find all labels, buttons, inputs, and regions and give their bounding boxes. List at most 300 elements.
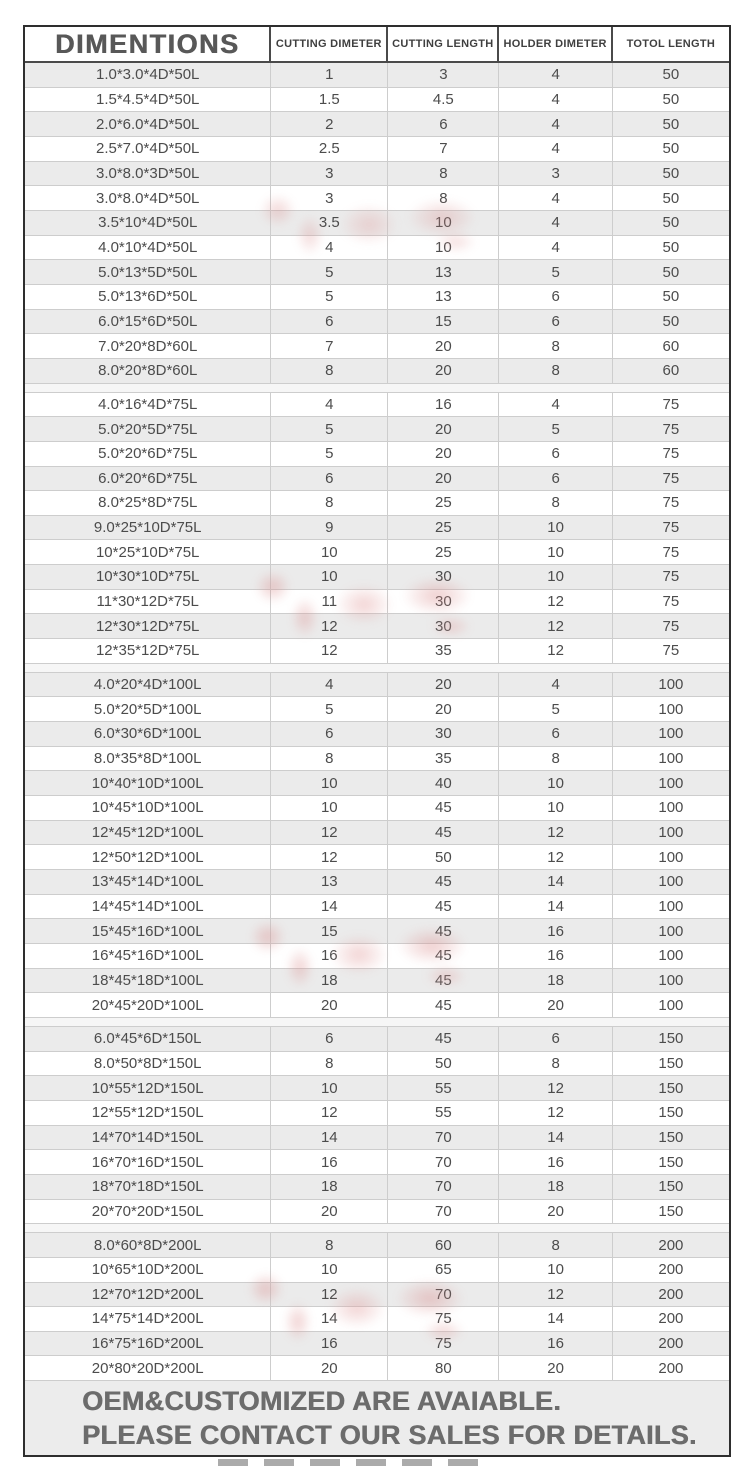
cell-dimensions: 8.0*35*8D*100L xyxy=(25,747,271,771)
cell-cutting-length: 45 xyxy=(388,1027,499,1051)
cell-cutting-diameter: 2 xyxy=(271,112,388,136)
cell-holder-diameter: 4 xyxy=(499,393,612,417)
cell-dimensions: 12*55*12D*150L xyxy=(25,1101,271,1125)
cell-total-length: 100 xyxy=(658,996,684,1014)
cell-total-length: 100 xyxy=(658,922,684,940)
cell-cutting-length: 20 xyxy=(388,697,499,721)
cell-dimensions: 10*45*10D*100L xyxy=(25,796,271,820)
cell-total-length: 50 xyxy=(662,238,680,256)
cell-cutting-length: 8 xyxy=(388,162,499,186)
cell-holder-diameter: 8 xyxy=(499,491,612,515)
group-separator xyxy=(25,1224,729,1233)
table-row xyxy=(25,796,729,821)
cell-total-length: 100 xyxy=(658,750,684,768)
cell-cutting-length: 70 xyxy=(388,1200,499,1224)
cell-cutting-diameter: 12 xyxy=(271,821,388,845)
cell-total-length: 150 xyxy=(658,1054,684,1072)
cell-cutting-diameter: 14 xyxy=(271,1307,388,1331)
cell-total-length: 150 xyxy=(658,1079,684,1097)
cell-cutting-diameter: 9 xyxy=(271,516,388,540)
cell-total-length: 50 xyxy=(662,90,680,108)
cell-cutting-diameter: 8 xyxy=(271,359,388,383)
cell-cutting-length: 75 xyxy=(388,1332,499,1356)
cell-cutting-length: 45 xyxy=(388,870,499,894)
cell-cutting-diameter: 10 xyxy=(271,1258,388,1282)
dimensions-table xyxy=(23,25,731,1457)
cell-holder-diameter: 12 xyxy=(499,1283,612,1307)
table-row xyxy=(25,590,729,615)
table-row xyxy=(25,1101,729,1126)
table-row xyxy=(25,1052,729,1077)
cell-dimensions: 16*75*16D*200L xyxy=(25,1332,271,1356)
table-row xyxy=(25,211,729,236)
cell-dimensions: 14*45*14D*100L xyxy=(25,895,271,919)
cell-cutting-diameter: 13 xyxy=(271,870,388,894)
table-row xyxy=(25,895,729,920)
cell-total-length: 150 xyxy=(658,1178,684,1196)
cell-dimensions: 3.0*8.0*3D*50L xyxy=(25,162,271,186)
cell-total-length: 60 xyxy=(662,337,680,355)
cell-cutting-diameter: 10 xyxy=(271,1076,388,1100)
cell-cutting-length: 45 xyxy=(388,796,499,820)
cell-total-length: 100 xyxy=(658,700,684,718)
cell-dimensions: 12*30*12D*75L xyxy=(25,614,271,638)
cell-cutting-diameter: 3 xyxy=(271,162,388,186)
cell-cutting-diameter: 5 xyxy=(271,260,388,284)
cell-total-length: 60 xyxy=(662,362,680,380)
cell-cutting-length: 13 xyxy=(388,260,499,284)
column-header-total-length: TOTOL LENGTH xyxy=(626,38,716,50)
cell-total-length: 100 xyxy=(658,774,684,792)
cell-holder-diameter: 6 xyxy=(499,467,612,491)
cell-dimensions: 2.0*6.0*4D*50L xyxy=(25,112,271,136)
cell-total-length: 150 xyxy=(658,1153,684,1171)
table-row xyxy=(25,722,729,747)
cell-total-length: 200 xyxy=(658,1359,684,1377)
footer-notice xyxy=(25,1381,729,1455)
table-row xyxy=(25,1150,729,1175)
cell-holder-diameter: 20 xyxy=(499,993,612,1017)
cell-cutting-length: 20 xyxy=(388,442,499,466)
cell-cutting-length: 16 xyxy=(388,393,499,417)
cell-total-length: 200 xyxy=(658,1335,684,1353)
table-row xyxy=(25,565,729,590)
table-row xyxy=(25,1076,729,1101)
cell-dimensions: 12*50*12D*100L xyxy=(25,845,271,869)
table-row xyxy=(25,1200,729,1225)
cell-holder-diameter: 12 xyxy=(499,1101,612,1125)
cell-cutting-length: 65 xyxy=(388,1258,499,1282)
cell-holder-diameter: 12 xyxy=(499,639,612,663)
cell-cutting-length: 3 xyxy=(388,63,499,87)
cell-holder-diameter: 5 xyxy=(499,260,612,284)
cell-cutting-length: 20 xyxy=(388,359,499,383)
cell-holder-diameter: 10 xyxy=(499,565,612,589)
cell-cutting-length: 45 xyxy=(388,895,499,919)
cell-dimensions: 6.0*30*6D*100L xyxy=(25,722,271,746)
cell-dimensions: 3.0*8.0*4D*50L xyxy=(25,186,271,210)
cell-cutting-length: 25 xyxy=(388,540,499,564)
cell-cutting-diameter: 6 xyxy=(271,310,388,334)
cell-total-length: 50 xyxy=(662,214,680,232)
cell-holder-diameter: 8 xyxy=(499,1052,612,1076)
cell-total-length: 200 xyxy=(658,1285,684,1303)
cell-cutting-diameter: 7 xyxy=(271,334,388,358)
cell-total-length: 100 xyxy=(658,676,684,694)
cell-holder-diameter: 20 xyxy=(499,1356,612,1380)
cell-cutting-length: 35 xyxy=(388,639,499,663)
cell-cutting-diameter: 6 xyxy=(271,467,388,491)
table-header-row xyxy=(25,27,729,63)
cell-cutting-length: 45 xyxy=(388,919,499,943)
group-separator xyxy=(25,664,729,673)
cell-dimensions: 20*80*20D*200L xyxy=(25,1356,271,1380)
table-row xyxy=(25,1027,729,1052)
cell-cutting-diameter: 3.5 xyxy=(271,211,388,235)
footer-line-1: OEM&CUSTOMIZED ARE AVAIABLE. xyxy=(82,1385,561,1416)
cell-total-length: 75 xyxy=(662,617,680,635)
table-row xyxy=(25,673,729,698)
table-row xyxy=(25,870,729,895)
cropped-text-fragment xyxy=(218,1459,480,1466)
cell-total-length: 150 xyxy=(658,1104,684,1122)
cell-total-length: 75 xyxy=(662,420,680,438)
cell-total-length: 50 xyxy=(662,140,680,158)
table-row xyxy=(25,1283,729,1308)
cell-dimensions: 4.0*16*4D*75L xyxy=(25,393,271,417)
cell-cutting-length: 30 xyxy=(388,722,499,746)
cell-total-length: 200 xyxy=(658,1236,684,1254)
cell-total-length: 100 xyxy=(658,725,684,743)
cell-holder-diameter: 14 xyxy=(499,870,612,894)
group-separator xyxy=(25,1018,729,1027)
table-row xyxy=(25,310,729,335)
cell-cutting-diameter: 4 xyxy=(271,236,388,260)
cell-cutting-length: 55 xyxy=(388,1076,499,1100)
table-row xyxy=(25,236,729,261)
cell-total-length: 200 xyxy=(658,1261,684,1279)
cell-dimensions: 18*45*18D*100L xyxy=(25,969,271,993)
cell-cutting-diameter: 8 xyxy=(271,1052,388,1076)
cell-dimensions: 3.5*10*4D*50L xyxy=(25,211,271,235)
table-row xyxy=(25,88,729,113)
cell-dimensions: 8.0*60*8D*200L xyxy=(25,1233,271,1257)
cell-dimensions: 18*70*18D*150L xyxy=(25,1175,271,1199)
cell-cutting-diameter: 2.5 xyxy=(271,137,388,161)
cell-cutting-diameter: 16 xyxy=(271,944,388,968)
cell-cutting-length: 70 xyxy=(388,1150,499,1174)
cell-dimensions: 8.0*20*8D*60L xyxy=(25,359,271,383)
cell-cutting-length: 50 xyxy=(388,845,499,869)
cell-holder-diameter: 12 xyxy=(499,845,612,869)
cell-holder-diameter: 14 xyxy=(499,1126,612,1150)
cell-dimensions: 10*30*10D*75L xyxy=(25,565,271,589)
cell-cutting-diameter: 5 xyxy=(271,417,388,441)
cell-dimensions: 1.5*4.5*4D*50L xyxy=(25,88,271,112)
table-row xyxy=(25,260,729,285)
cell-dimensions: 2.5*7.0*4D*50L xyxy=(25,137,271,161)
cell-cutting-length: 50 xyxy=(388,1052,499,1076)
cell-dimensions: 7.0*20*8D*60L xyxy=(25,334,271,358)
cell-cutting-diameter: 5 xyxy=(271,442,388,466)
footer-line-2: PLEASE CONTACT OUR SALES FOR DETAILS. xyxy=(82,1419,697,1450)
cell-cutting-diameter: 1 xyxy=(271,63,388,87)
cell-dimensions: 10*65*10D*200L xyxy=(25,1258,271,1282)
cell-total-length: 100 xyxy=(658,947,684,965)
cell-dimensions: 6.0*45*6D*150L xyxy=(25,1027,271,1051)
cell-cutting-length: 10 xyxy=(388,211,499,235)
cell-cutting-diameter: 6 xyxy=(271,722,388,746)
cell-cutting-diameter: 12 xyxy=(271,1283,388,1307)
table-row xyxy=(25,359,729,384)
cell-dimensions: 5.0*13*6D*50L xyxy=(25,285,271,309)
cell-total-length: 50 xyxy=(662,263,680,281)
cell-total-length: 50 xyxy=(662,312,680,330)
table-row xyxy=(25,1332,729,1357)
cell-cutting-diameter: 12 xyxy=(271,845,388,869)
cell-cutting-length: 7 xyxy=(388,137,499,161)
cell-total-length: 50 xyxy=(662,189,680,207)
cell-dimensions: 5.0*13*5D*50L xyxy=(25,260,271,284)
table-row xyxy=(25,112,729,137)
cell-holder-diameter: 8 xyxy=(499,747,612,771)
cell-cutting-length: 15 xyxy=(388,310,499,334)
column-header-cutting-length: CUTTING LENGTH xyxy=(388,27,499,61)
cell-total-length: 75 xyxy=(662,445,680,463)
cell-dimensions: 4.0*20*4D*100L xyxy=(25,673,271,697)
cell-total-length: 50 xyxy=(662,115,680,133)
cell-cutting-diameter: 12 xyxy=(271,639,388,663)
cell-cutting-diameter: 20 xyxy=(271,1356,388,1380)
cell-cutting-length: 75 xyxy=(388,1307,499,1331)
cell-cutting-length: 70 xyxy=(388,1126,499,1150)
cell-cutting-diameter: 8 xyxy=(271,491,388,515)
cell-cutting-length: 55 xyxy=(388,1101,499,1125)
table-row xyxy=(25,137,729,162)
cell-total-length: 200 xyxy=(658,1310,684,1328)
table-row xyxy=(25,944,729,969)
cell-cutting-diameter: 6 xyxy=(271,1027,388,1051)
cell-holder-diameter: 12 xyxy=(499,1076,612,1100)
cell-holder-diameter: 4 xyxy=(499,137,612,161)
cell-cutting-length: 45 xyxy=(388,969,499,993)
cell-holder-diameter: 12 xyxy=(499,590,612,614)
cell-dimensions: 1.0*3.0*4D*50L xyxy=(25,63,271,87)
table-row xyxy=(25,467,729,492)
cell-cutting-diameter: 10 xyxy=(271,796,388,820)
cell-holder-diameter: 16 xyxy=(499,919,612,943)
cell-total-length: 100 xyxy=(658,824,684,842)
cell-cutting-length: 20 xyxy=(388,417,499,441)
table-row xyxy=(25,697,729,722)
cell-holder-diameter: 4 xyxy=(499,186,612,210)
cell-dimensions: 8.0*50*8D*150L xyxy=(25,1052,271,1076)
cell-holder-diameter: 16 xyxy=(499,1332,612,1356)
cell-cutting-diameter: 11 xyxy=(271,590,388,614)
cell-holder-diameter: 6 xyxy=(499,722,612,746)
table-row xyxy=(25,417,729,442)
cell-total-length: 150 xyxy=(658,1030,684,1048)
cell-holder-diameter: 3 xyxy=(499,162,612,186)
table-row xyxy=(25,540,729,565)
cell-cutting-diameter: 5 xyxy=(271,697,388,721)
cell-cutting-length: 30 xyxy=(388,565,499,589)
cell-dimensions: 14*70*14D*150L xyxy=(25,1126,271,1150)
cell-holder-diameter: 4 xyxy=(499,63,612,87)
cell-total-length: 75 xyxy=(662,519,680,537)
cell-cutting-length: 40 xyxy=(388,771,499,795)
cell-total-length: 100 xyxy=(658,799,684,817)
cell-cutting-length: 8 xyxy=(388,186,499,210)
cell-dimensions: 12*70*12D*200L xyxy=(25,1283,271,1307)
table-row xyxy=(25,491,729,516)
cell-dimensions: 10*55*12D*150L xyxy=(25,1076,271,1100)
cell-cutting-diameter: 14 xyxy=(271,895,388,919)
cell-cutting-diameter: 18 xyxy=(271,969,388,993)
cell-total-length: 50 xyxy=(662,164,680,182)
cell-dimensions: 10*40*10D*100L xyxy=(25,771,271,795)
cell-cutting-diameter: 8 xyxy=(271,1233,388,1257)
cell-holder-diameter: 5 xyxy=(499,417,612,441)
table-row xyxy=(25,771,729,796)
cell-total-length: 150 xyxy=(658,1202,684,1220)
table-row xyxy=(25,1258,729,1283)
cell-holder-diameter: 20 xyxy=(499,1200,612,1224)
cell-cutting-diameter: 10 xyxy=(271,540,388,564)
cell-holder-diameter: 14 xyxy=(499,895,612,919)
cell-holder-diameter: 10 xyxy=(499,540,612,564)
cell-cutting-length: 4.5 xyxy=(388,88,499,112)
cell-cutting-length: 45 xyxy=(388,821,499,845)
table-row xyxy=(25,845,729,870)
cell-cutting-length: 20 xyxy=(388,334,499,358)
table-row xyxy=(25,747,729,772)
cell-holder-diameter: 14 xyxy=(499,1307,612,1331)
cell-cutting-length: 20 xyxy=(388,467,499,491)
cell-cutting-diameter: 20 xyxy=(271,1200,388,1224)
cell-cutting-length: 70 xyxy=(388,1283,499,1307)
cell-total-length: 75 xyxy=(662,543,680,561)
cell-cutting-diameter: 15 xyxy=(271,919,388,943)
cell-dimensions: 16*45*16D*100L xyxy=(25,944,271,968)
cell-cutting-length: 60 xyxy=(388,1233,499,1257)
cell-holder-diameter: 16 xyxy=(499,944,612,968)
cell-cutting-diameter: 10 xyxy=(271,565,388,589)
table-row xyxy=(25,442,729,467)
table-row xyxy=(25,1175,729,1200)
cell-cutting-diameter: 10 xyxy=(271,771,388,795)
cell-dimensions: 5.0*20*5D*100L xyxy=(25,697,271,721)
table-row xyxy=(25,285,729,310)
cell-dimensions: 12*45*12D*100L xyxy=(25,821,271,845)
cell-cutting-length: 70 xyxy=(388,1175,499,1199)
cell-cutting-length: 10 xyxy=(388,236,499,260)
table-row xyxy=(25,1126,729,1151)
cell-holder-diameter: 12 xyxy=(499,614,612,638)
cell-holder-diameter: 12 xyxy=(499,821,612,845)
cell-holder-diameter: 10 xyxy=(499,1258,612,1282)
column-header-cutting-diameter: CUTTING DIMETER xyxy=(271,27,388,61)
cell-dimensions: 8.0*25*8D*75L xyxy=(25,491,271,515)
cell-holder-diameter: 4 xyxy=(499,112,612,136)
cell-cutting-diameter: 4 xyxy=(271,393,388,417)
cell-holder-diameter: 18 xyxy=(499,969,612,993)
cell-holder-diameter: 4 xyxy=(499,673,612,697)
cell-total-length: 50 xyxy=(662,288,680,306)
table-row xyxy=(25,969,729,994)
cell-holder-diameter: 8 xyxy=(499,1233,612,1257)
table-row xyxy=(25,334,729,359)
cell-dimensions: 12*35*12D*75L xyxy=(25,639,271,663)
cell-holder-diameter: 5 xyxy=(499,697,612,721)
cell-cutting-diameter: 16 xyxy=(271,1150,388,1174)
cell-total-length: 100 xyxy=(658,848,684,866)
cell-total-length: 75 xyxy=(662,494,680,512)
cell-dimensions: 5.0*20*6D*75L xyxy=(25,442,271,466)
cell-dimensions: 13*45*14D*100L xyxy=(25,870,271,894)
cell-total-length: 100 xyxy=(658,897,684,915)
cell-cutting-length: 30 xyxy=(388,614,499,638)
table-row xyxy=(25,821,729,846)
cell-dimensions: 5.0*20*5D*75L xyxy=(25,417,271,441)
cell-cutting-length: 25 xyxy=(388,516,499,540)
cell-holder-diameter: 8 xyxy=(499,359,612,383)
table-row xyxy=(25,162,729,187)
cell-cutting-length: 30 xyxy=(388,590,499,614)
cell-holder-diameter: 6 xyxy=(499,1027,612,1051)
cell-holder-diameter: 8 xyxy=(499,334,612,358)
table-row xyxy=(25,1233,729,1258)
cell-cutting-diameter: 12 xyxy=(271,614,388,638)
cell-cutting-diameter: 20 xyxy=(271,993,388,1017)
cell-holder-diameter: 6 xyxy=(499,310,612,334)
cell-total-length: 75 xyxy=(662,593,680,611)
cell-holder-diameter: 4 xyxy=(499,88,612,112)
table-row xyxy=(25,993,729,1018)
cell-dimensions: 20*70*20D*150L xyxy=(25,1200,271,1224)
cell-dimensions: 10*25*10D*75L xyxy=(25,540,271,564)
cell-cutting-diameter: 4 xyxy=(271,673,388,697)
column-header-dimensions: DIMENTIONS xyxy=(25,27,271,61)
table-row xyxy=(25,1307,729,1332)
cell-dimensions: 14*75*14D*200L xyxy=(25,1307,271,1331)
cell-dimensions: 4.0*10*4D*50L xyxy=(25,236,271,260)
table-row xyxy=(25,639,729,664)
cell-dimensions: 6.0*20*6D*75L xyxy=(25,467,271,491)
cell-total-length: 75 xyxy=(662,568,680,586)
table-row xyxy=(25,393,729,418)
table-row xyxy=(25,186,729,211)
cell-cutting-diameter: 16 xyxy=(271,1332,388,1356)
cell-cutting-diameter: 12 xyxy=(271,1101,388,1125)
cell-cutting-length: 80 xyxy=(388,1356,499,1380)
cell-dimensions: 15*45*16D*100L xyxy=(25,919,271,943)
table-row xyxy=(25,63,729,88)
cell-holder-diameter: 10 xyxy=(499,516,612,540)
cell-total-length: 75 xyxy=(662,395,680,413)
cell-dimensions: 11*30*12D*75L xyxy=(25,590,271,614)
group-separator xyxy=(25,384,729,393)
table-row xyxy=(25,1356,729,1381)
cell-total-length: 75 xyxy=(662,469,680,487)
cell-holder-diameter: 6 xyxy=(499,285,612,309)
cell-cutting-diameter: 1.5 xyxy=(271,88,388,112)
cell-total-length: 100 xyxy=(658,971,684,989)
table-row xyxy=(25,614,729,639)
cell-holder-diameter: 10 xyxy=(499,771,612,795)
cell-cutting-diameter: 18 xyxy=(271,1175,388,1199)
cell-cutting-length: 6 xyxy=(388,112,499,136)
